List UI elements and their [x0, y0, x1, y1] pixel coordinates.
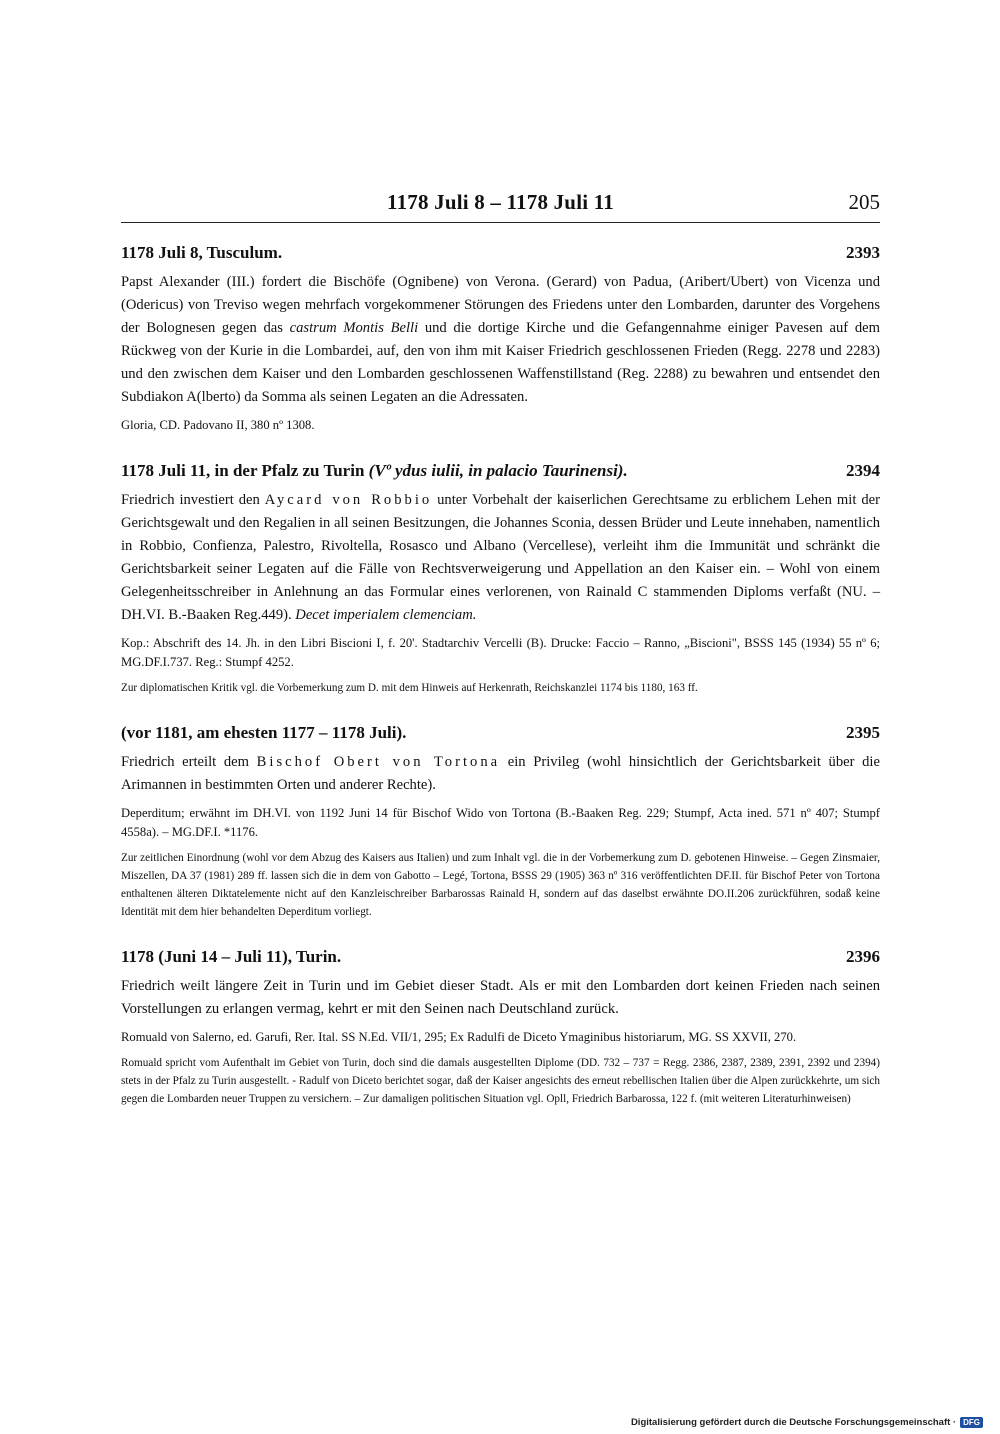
entry-text-italic: Decet imperialem clemenciam.	[295, 607, 477, 623]
entry-number: 2395	[846, 723, 880, 742]
entry-text	[121, 751, 880, 797]
entry-heading	[121, 947, 880, 967]
regest-entry	[121, 723, 880, 921]
running-head	[121, 190, 880, 223]
entry-sources: Deperditum; erwähnt im DH.VI. von 1192 Juni 14 für Bischof Wido von Tortona (B.-Baaken Reg. 229; Stumpf, Acta ined. 571 nº 407; Stumpf 4558a). – MG.DF.I. *1176.	[121, 806, 880, 839]
entry-date-place: 1178 Juli 8, Tusculum.	[121, 243, 283, 262]
entry-date-place	[121, 461, 628, 481]
entry-text: Friedrich weilt längere Zeit in Turin und im Gebiet dieser Stadt. Als er mit den Lombarden dort keinen Frieden nach seinen Vorstellungen zu erlangen vermag, kehrt er mit den Seinen nach Deutschland zurück.	[121, 978, 880, 1017]
entry-number: 2393	[846, 243, 880, 262]
entry-text-part: unter Vorbehalt der kaiserlichen Gerechtsame zu erblichem Lehen mit der Gerichtsgewalt und den Regalien in all seinen Besitzungen, die Johannes Sconia, dessen Brüder und Leute innehaben, namentlich in Robbio, Confienza, Palestro, Rivoltella, Rosasco und Albano (Vercellese), verleiht ihm die Immunität und schränkt die Gerichtsbarkeit seiner Legaten auf die Fälle von Rechtsverweigerung und Appellation an den Kaiser ein. – Wohl von einem Gelegenheitsschreiber in Anlehnung an das Formular eines verlorenen, von Rainald C stammenden Diploms verfaßt (NU. – DH.VI. B.-Baaken Reg.449).	[121, 492, 880, 623]
entry-comment: Zur zeitlichen Einordnung (wohl vor dem Abzug des Kaisers aus Italien) und zum Inhalt vgl. die in der Vorbemerkung zum D. gebotenen Hinweise. – Gegen Zinsmaier, Miszellen, DA 37 (1981) 289 ff. lassen sich die in dem von Gabotto – Legé, Tortona, BSSS 29 (1905) 363 nº 316 veröffentlichten DF.II. für Bischof Peter von Tortona enthaltenen älteren Diktatelemente nicht auf den Kanzleischreiber Barbarossas Rainald H, sondern auf das daselbst erwähnte DO.II.206 zurückführen, sodaß keine Identität mit dem hier behandelten Deperditum vorliegt.	[121, 852, 880, 918]
entry-number: 2396	[846, 947, 880, 966]
regest-entry	[121, 947, 880, 1108]
entry-heading	[121, 723, 880, 743]
entry-date-place-text: 1178 Juli 11, in der Pfalz zu Turin	[121, 461, 369, 480]
entry-heading	[121, 461, 880, 481]
entry-date-original: (Vº ydus iulii, in palacio Taurinensi).	[368, 461, 628, 480]
entry-text-part: Friedrich erteilt dem	[121, 754, 257, 770]
entry-text	[121, 489, 880, 627]
page-number: 205	[848, 190, 880, 214]
entry-date-place: (vor 1181, am ehesten 1177 – 1178 Juli).	[121, 723, 407, 742]
dfg-logo: DFG	[960, 1417, 983, 1428]
running-title: 1178 Juli 8 – 1178 Juli 11	[387, 190, 614, 214]
entry-sources: Gloria, CD. Padovano II, 380 nº 1308.	[121, 418, 315, 432]
entry-text-spaced: Bischof Obert von Tortona	[256, 754, 501, 770]
entry-sources: Kop.: Abschrift des 14. Jh. in den Libri Biscioni I, f. 20'. Stadtarchiv Vercelli (B). Drucke: Faccio – Ranno, „Biscioni", BSSS 145 (1934) 55 nº 6; MG.DF.I.737. Reg.: Stumpf 4252.	[121, 636, 880, 669]
entry-text	[121, 271, 880, 409]
digitization-footer	[631, 1417, 983, 1428]
footer-text: Digitalisierung gefördert durch die Deutsche Forschungsgemeinschaft ·	[630, 1417, 957, 1428]
entry-date-place: 1178 (Juni 14 – Juli 11), Turin.	[121, 947, 342, 966]
entry-heading	[121, 243, 880, 263]
entry-text-italic: castrum Montis Belli	[289, 320, 419, 336]
entry-comment: Zur diplomatischen Kritik vgl. die Vorbemerkung zum D. mit dem Hinweis auf Herkenrath, Reichskanzlei 1174 bis 1180, 163 ff.	[121, 682, 698, 694]
entry-text-part: und die dortige Kirche und die Gefangennahme einiger Pavesen auf dem Rückweg von der Kurie in die Lombardei, auf, den von ihm mit Kaiser Friedrich geschlossenen Frieden (Regg. 2278 und 2283) und den zwischen dem Kaiser und den Lombarden geschlossenen Waffenstillstand (Reg. 2288) zu bewahren und entsendet den Subdiakon A(lberto) da Somma als seinen Legaten an die Adressaten.	[121, 320, 880, 405]
entry-number: 2394	[846, 461, 880, 480]
entry-text-part: Papst Alexander (III.) fordert die Bischöfe (Ognibene) von Verona. (Gerard) von Padua, (Aribert/Ubert) von Vicenza und (Odericus) von Treviso wegen mehrfach vorgekommener Störungen des Friedens unter den Lombarden, darunter des Vorgehens der Bolognesen gegen das	[121, 274, 880, 336]
regest-entry	[121, 243, 880, 435]
document-page	[121, 190, 880, 1108]
entry-sources: Romuald von Salerno, ed. Garufi, Rer. Ital. SS N.Ed. VII/1, 295; Ex Radulfi de Diceto Ymaginibus historiarum, MG. SS XXVII, 270.	[121, 1030, 797, 1044]
entry-text-part: ein Privileg (wohl hinsichtlich der Gerichtsbarkeit über die Arimannen in bestimmten Orten und anderer Rechte).	[121, 754, 880, 793]
entry-text-part: Friedrich investiert den	[121, 492, 265, 508]
entry-comment: Romuald spricht vom Aufenthalt im Gebiet von Turin, doch sind die damals ausgestellten Diplome (DD. 732 – 737 = Regg. 2386, 2387, 2389, 2391, 2392 und 2394) stets in der Pfalz zu Turin ausgestellt. - Radulf von Diceto berichtet sogar, daß der Kaiser angesichts des erneut rebellischen Italien über die Alpen zurückkehrte, um sich gegen die Lombarden neuer Truppen zu versichern. – Zur damaligen politischen Situation vgl. Opll, Friedrich Barbarossa, 122 f. (mit weiteren Literaturhinweisen)	[121, 1057, 880, 1105]
entry-text-spaced: Aycard von Robbio	[264, 492, 433, 508]
regest-entry	[121, 461, 880, 697]
